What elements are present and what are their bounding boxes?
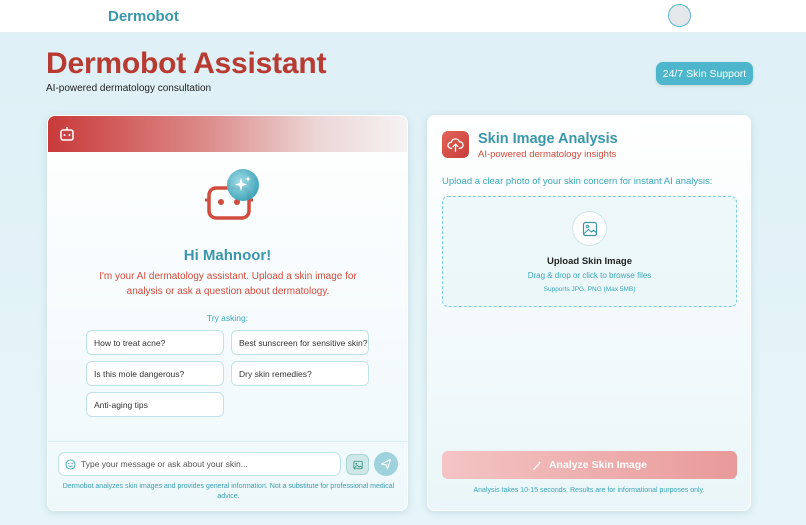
page-subtitle: AI-powered dermatology consultation	[46, 83, 212, 94]
message-input-wrapper[interactable]	[58, 452, 341, 476]
dropzone-title: Upload Skin Image	[547, 256, 632, 267]
image-dropzone[interactable]	[442, 196, 737, 307]
suggestion-chip[interactable]: Is this mole dangerous?	[86, 361, 224, 386]
support-badge[interactable]: 24/7 Skin Support	[656, 62, 753, 85]
smile-icon[interactable]	[59, 459, 81, 470]
avatar[interactable]	[668, 4, 691, 27]
attach-image-button[interactable]	[346, 454, 369, 475]
cloud-upload-icon	[442, 131, 469, 158]
message-input[interactable]	[81, 454, 340, 474]
analyze-button-label: Analyze Skin Image	[548, 459, 648, 471]
page-title: Dermobot Assistant	[46, 47, 327, 80]
analyze-button[interactable]	[442, 451, 737, 479]
bot-hero	[203, 168, 263, 228]
suggestion-chip[interactable]: How to treat acne?	[86, 330, 224, 355]
analysis-title: Skin Image Analysis	[478, 131, 618, 147]
suggestion-chip[interactable]: Anti-aging tips	[86, 392, 224, 417]
try-asking-label: Try asking:	[206, 313, 249, 323]
dropzone-formats: Supports JPG, PNG (Max 5MB)	[543, 286, 636, 293]
brand-logo[interactable]: Dermobot	[108, 8, 179, 25]
image-icon	[353, 460, 363, 470]
robot-icon	[59, 126, 75, 142]
analysis-instruction: Upload a clear photo of your skin concern for instant AI analysis:	[442, 176, 713, 187]
dropzone-hint: Drag & drop or click to browse files	[527, 271, 652, 280]
send-icon	[380, 458, 392, 470]
image-upload-icon	[572, 211, 607, 246]
greeting: Hi Mahnoor!	[183, 247, 272, 264]
chat-disclaimer: Dermobot analyzes skin images and provides general information. Not a substitute for professional medical advice.	[62, 483, 395, 500]
magic-wand-icon	[532, 460, 543, 471]
suggestion-chip[interactable]: Dry skin remedies?	[231, 361, 369, 386]
sparkle-icon	[226, 168, 260, 202]
chat-header	[48, 116, 407, 152]
send-button[interactable]	[374, 452, 398, 476]
analysis-panel	[427, 115, 751, 511]
divider	[48, 441, 407, 442]
analysis-subtitle: AI-powered dermatology insights	[478, 149, 617, 160]
intro-text: I'm your AI dermatology assistant. Upload a skin image for analysis or ask a question about dermatology.	[99, 271, 357, 297]
analysis-footnote: Analysis takes 10-15 seconds. Results are for informational purposes only.	[473, 487, 705, 494]
suggestion-chip[interactable]: Best sunscreen for sensitive skin?	[231, 330, 369, 355]
top-nav	[0, 0, 806, 33]
chat-panel	[47, 115, 408, 511]
